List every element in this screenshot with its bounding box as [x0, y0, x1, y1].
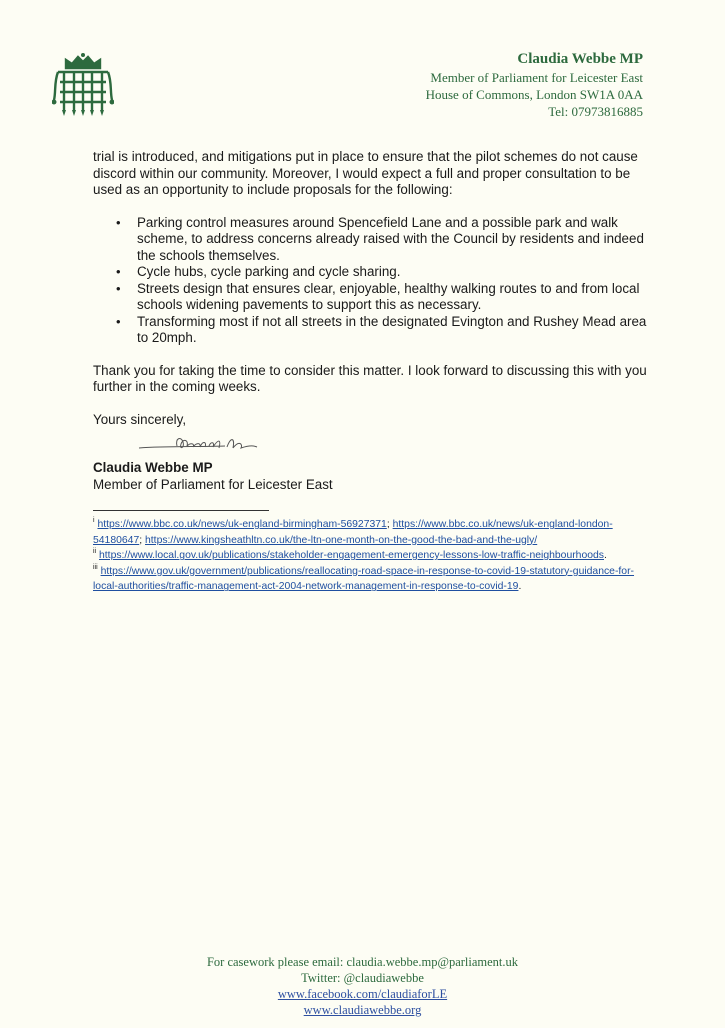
list-item: • Streets design that ensures clear, enjoyable, healthy walking routes to and from local schools widening pavements to support this as necessary.: [93, 281, 653, 314]
bullet-list: [93, 215, 653, 347]
footnote: [93, 548, 653, 564]
signatory-name: Claudia Webbe MP: [93, 460, 213, 475]
footnote-link[interactable]: https://www.gov.uk/government/publications/reallocating-road-space-in-response-to-covid-19-statutory-guidance-for-local-authorities/traffic-management-act-2004-network-management-in-response-to-covid-19: [93, 565, 635, 593]
list-item: • Cycle hubs, cycle parking and cycle sharing.: [93, 264, 653, 281]
list-item: • Parking control measures around Spencefield Lane and a possible park and walk scheme, to address concerns already raised with the Council by residents and indeed the schools themselves.: [93, 215, 653, 265]
footer: [0, 954, 725, 1018]
letterhead: [426, 50, 643, 120]
footnote: $^i$ https://www.bbc.co.uk/news/uk-england-birmingham-56927371; https://www.bbc.co.uk/news/uk-england-london-54180647; https://www.kingsheathltn.co.uk/the-ltn-one-month-on-the-good-the-bad-and-the-ugly/: [93, 517, 613, 546]
letterhead-name: Claudia Webbe MP: [517, 51, 643, 67]
footer-twitter: Twitter: @claudiawebbe: [301, 971, 424, 985]
footnote-marker: i: [93, 517, 95, 524]
footnote-link[interactable]: https://www.kingsheathltn.co.uk/the-ltn-one-month-on-the-good-the-bad-and-the-ugly/: [145, 534, 538, 546]
signature-image: [137, 432, 267, 458]
letterhead-address: House of Commons, London SW1A 0AA: [425, 87, 643, 102]
paragraph: trial is introduced, and mitigations put in place to ensure that the pilot schemes do not cause discord within our community. Moreover, I would expect a full and proper consultation to be used as an opportunity to include proposals for the following:: [93, 149, 638, 197]
footer-website-link[interactable]: www.claudiawebbe.org: [303, 1003, 422, 1017]
letter-body: [93, 149, 653, 493]
closing: Yours sincerely,: [93, 411, 187, 427]
portcullis-icon: [52, 52, 114, 120]
footnote-link[interactable]: https://www.bbc.co.uk/news/uk-england-birmingham-56927371: [97, 519, 387, 530]
letterhead-tel: Tel: 07973816885: [548, 104, 643, 119]
footnote-suffix: .: [604, 550, 607, 562]
footer-casework: For casework please email: claudia.webbe.mp@parliament.uk: [206, 955, 519, 969]
footnote-link[interactable]: https://www.bbc.co.uk/news/uk-england-london-54180647: [93, 519, 613, 546]
footnote-link[interactable]: https://www.local.gov.uk/publications/stakeholder-engagement-emergency-lessons-low-traffic-neighbourhoods: [99, 550, 604, 562]
list-item: • Transforming most if not all streets in the designated Evington and Rushey Mead area to 20mph.: [93, 314, 653, 347]
footnote-suffix: .: [518, 581, 522, 593]
signatory-role: Member of Parliament for Leicester East: [93, 476, 333, 492]
footer-facebook-link[interactable]: www.facebook.com/claudiaforLE: [277, 987, 448, 1001]
letterhead-role: Member of Parliament for Leicester East: [430, 70, 643, 85]
paragraph: Thank you for taking the time to consider this matter. I look forward to discussing this with you further in the coming weeks.: [93, 362, 647, 394]
footnote-divider: [93, 510, 269, 511]
footnote-marker: ii: [93, 548, 97, 556]
footnotes: [93, 517, 653, 595]
footnote: [93, 564, 653, 595]
footnote-marker: iii: [93, 563, 98, 571]
